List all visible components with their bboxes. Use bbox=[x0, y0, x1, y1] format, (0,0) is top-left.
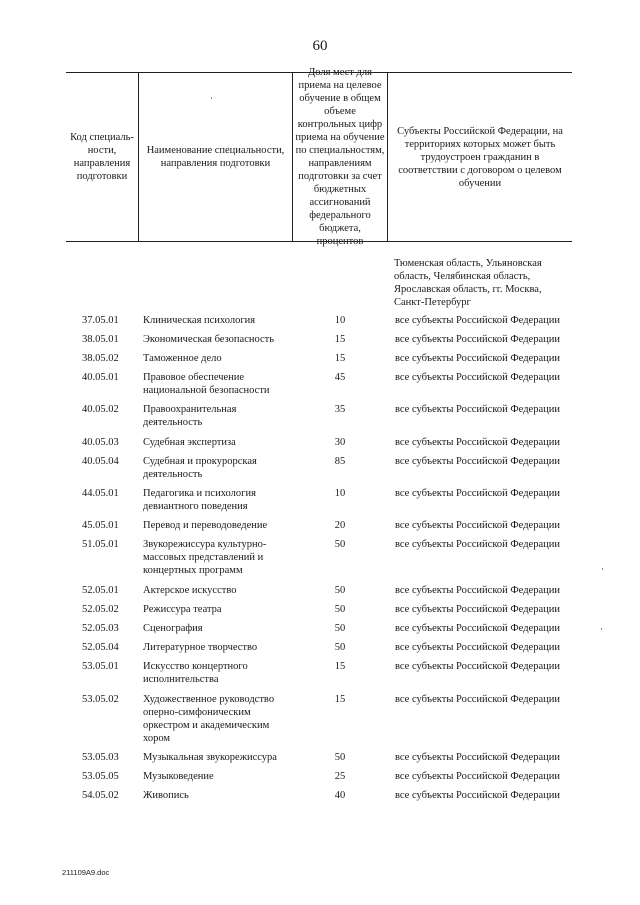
row-share: 15 bbox=[334, 334, 346, 345]
row-name: Клиническая психология bbox=[143, 315, 256, 326]
row-name: Режиссура театра bbox=[143, 604, 222, 615]
row-share: 10 bbox=[334, 488, 346, 499]
row-code: 40.05.02 bbox=[82, 404, 119, 415]
row-name: Судебная экспертиза bbox=[143, 437, 236, 448]
row-share: 50 bbox=[334, 539, 346, 550]
row-subjects: все субъекты Российской Федерации bbox=[395, 437, 560, 448]
row-share: 45 bbox=[334, 372, 346, 383]
scan-speck bbox=[601, 628, 602, 630]
row-code: 40.05.04 bbox=[82, 456, 119, 467]
row-code: 51.05.01 bbox=[82, 539, 119, 550]
row-subjects: все субъекты Российской Федерации bbox=[395, 456, 560, 467]
row-code: 38.05.02 bbox=[82, 353, 119, 364]
row-code: 40.05.01 bbox=[82, 372, 119, 383]
row-name: Сценография bbox=[143, 623, 203, 634]
row-name: Правовое обеспечение национальной безопасности bbox=[143, 372, 270, 396]
page-number: 60 bbox=[312, 38, 328, 54]
row-name: Педагогика и психология девиантного поведения bbox=[143, 488, 256, 512]
row-subjects: все субъекты Российской Федерации bbox=[395, 585, 560, 596]
row-code: 52.05.01 bbox=[82, 585, 119, 596]
scan-speck bbox=[602, 568, 603, 570]
row-code: 53.05.03 bbox=[82, 752, 119, 763]
row-subjects: все субъекты Российской Федерации bbox=[395, 372, 560, 383]
row-code: 37.05.01 bbox=[82, 315, 119, 326]
row-subjects: все субъекты Российской Федерации bbox=[395, 404, 560, 415]
row-share: 50 bbox=[334, 585, 346, 596]
row-name: Живопись bbox=[143, 790, 189, 801]
row-share: 50 bbox=[334, 642, 346, 653]
row-share: 40 bbox=[334, 790, 346, 801]
row-name: Звукорежиссура культурно-массовых представлений и концертных программ bbox=[143, 539, 267, 576]
row-code: 53.05.05 bbox=[82, 771, 119, 782]
header-subjects: Субъекты Российской Федерации, на территориях которых может быть трудоустроен гражданин в соответствии с договором о целевом обучении bbox=[397, 125, 563, 189]
row-name: Экономическая безопасность bbox=[143, 334, 275, 345]
row-share: 50 bbox=[334, 604, 346, 615]
row-share: 10 bbox=[334, 315, 346, 326]
row-share: 15 bbox=[334, 353, 346, 364]
row-share: 30 bbox=[334, 437, 346, 448]
header-name: Наименование специальности, направления подготовки bbox=[138, 73, 292, 241]
row-name: Музыкальная звукорежиссура bbox=[143, 752, 277, 763]
header-share: Доля мест для приема на целевое обучение в общем объеме контрольных цифр приема на обучение по специальностям, направлениям подготовки за счет бюджетных ассигнований федерального бюджета, процентов bbox=[292, 73, 388, 241]
row-subjects: все субъекты Российской Федерации bbox=[395, 315, 560, 326]
row-name: Перевод и переводоведение bbox=[143, 520, 268, 531]
row-share: 25 bbox=[334, 771, 346, 782]
row-code: 38.05.01 bbox=[82, 334, 119, 345]
header-code: Код специаль- ности, направления подготовки bbox=[70, 132, 134, 182]
row-code: 52.05.03 bbox=[82, 623, 119, 634]
row-name: Литературное творчество bbox=[143, 642, 258, 653]
row-subjects: все субъекты Российской Федерации bbox=[395, 334, 560, 345]
row-code: 53.05.01 bbox=[82, 661, 119, 672]
file-name-footer: 211109A9.doc bbox=[62, 868, 110, 877]
row-code: 54.05.02 bbox=[82, 790, 119, 801]
row-share: 15 bbox=[334, 661, 346, 672]
row-share: 85 bbox=[334, 456, 346, 467]
row-subjects: все субъекты Российской Федерации bbox=[395, 488, 560, 499]
row-code: 52.05.04 bbox=[82, 642, 119, 653]
row-name: Правоохранительная деятельность bbox=[143, 404, 237, 428]
row-code: 44.05.01 bbox=[82, 488, 119, 499]
row-subjects: все субъекты Российской Федерации bbox=[395, 752, 560, 763]
row-subjects: все субъекты Российской Федерации bbox=[395, 604, 560, 615]
row-code: 53.05.02 bbox=[82, 694, 119, 705]
row-subjects: все субъекты Российской Федерации bbox=[395, 642, 560, 653]
row-subjects: все субъекты Российской Федерации bbox=[395, 661, 560, 672]
continuation-text: Тюменская область, Ульяновская область, Челябинская область, Ярославская область, гг. Москва, Санкт-Петербург bbox=[394, 258, 542, 308]
row-subjects: все субъекты Российской Федерации bbox=[395, 623, 560, 634]
row-name: Художественное руководство оперно-симфоническим оркестром и академическим хором bbox=[143, 694, 275, 744]
row-share: 15 bbox=[334, 694, 346, 705]
row-code: 40.05.03 bbox=[82, 437, 119, 448]
scan-speck bbox=[211, 97, 212, 99]
row-subjects: все субъекты Российской Федерации bbox=[395, 771, 560, 782]
row-subjects: все субъекты Российской Федерации bbox=[395, 520, 560, 531]
row-share: 50 bbox=[334, 752, 346, 763]
row-subjects: все субъекты Российской Федерации bbox=[395, 539, 560, 550]
row-subjects: все субъекты Российской Федерации bbox=[395, 353, 560, 364]
row-code: 45.05.01 bbox=[82, 520, 119, 531]
row-name: Искусство концертного исполнительства bbox=[143, 661, 248, 685]
row-name: Актерское искусство bbox=[143, 585, 237, 596]
row-share: 20 bbox=[334, 520, 346, 531]
table-header bbox=[66, 67, 572, 247]
row-name: Судебная и прокурорская деятельность bbox=[143, 456, 257, 480]
row-name: Музыковедение bbox=[143, 771, 214, 782]
row-subjects: все субъекты Российской Федерации bbox=[395, 790, 560, 801]
row-subjects: все субъекты Российской Федерации bbox=[395, 694, 560, 705]
row-share: 50 bbox=[334, 623, 346, 634]
row-code: 52.05.02 bbox=[82, 604, 119, 615]
row-share: 35 bbox=[334, 404, 346, 415]
row-name: Таможенное дело bbox=[143, 353, 222, 364]
